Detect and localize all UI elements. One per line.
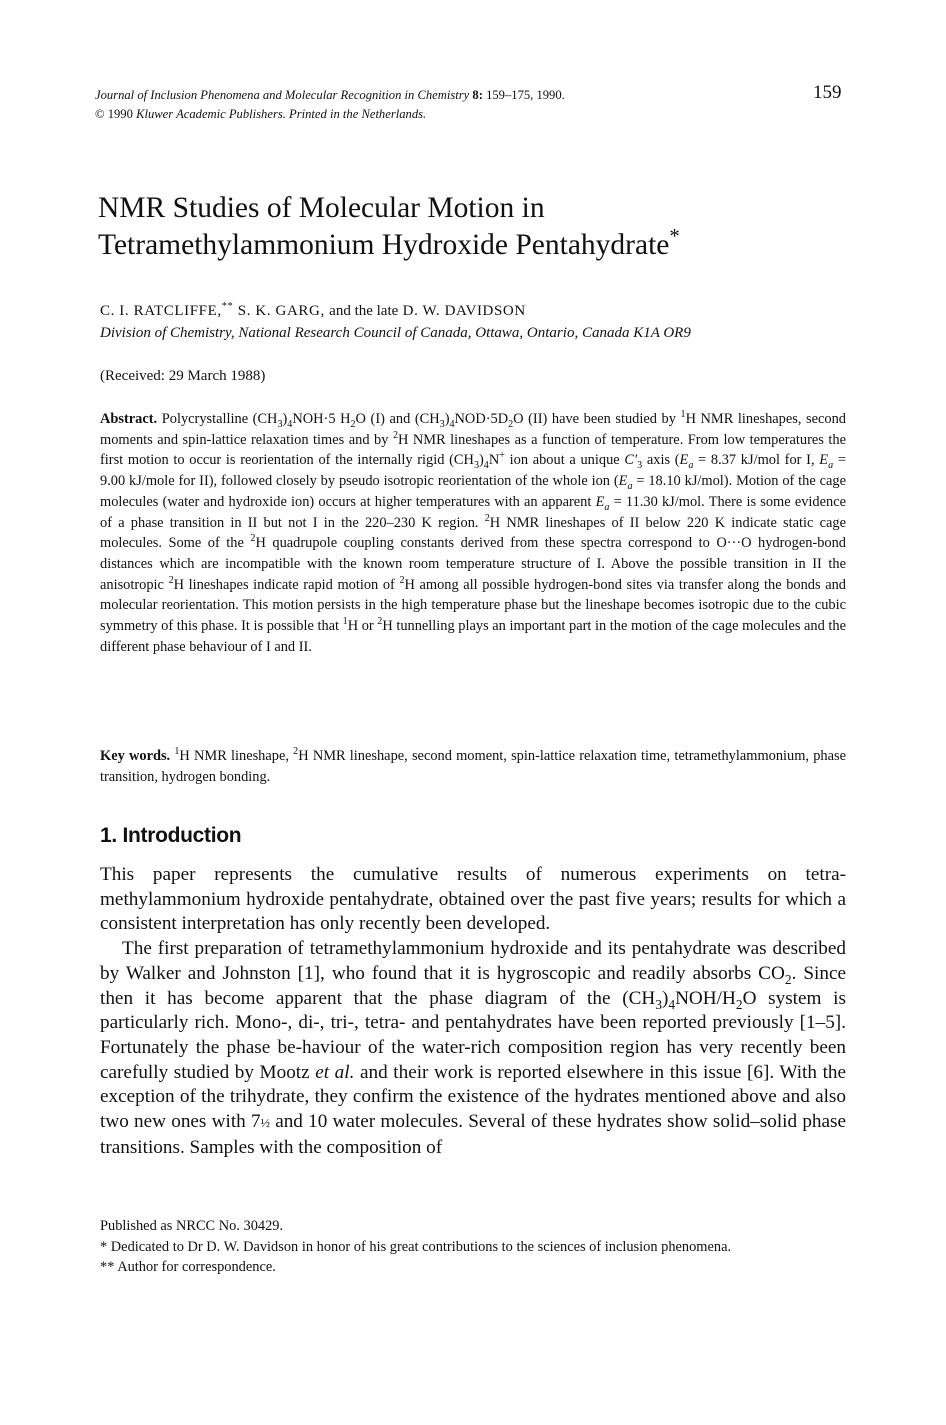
footnote-nrcc: Published as NRCC No. 30429. bbox=[100, 1218, 284, 1234]
author-davidson: D. W. DAVIDSON bbox=[402, 303, 526, 319]
journal-line bbox=[95, 86, 775, 105]
keywords-label: Key words. bbox=[100, 748, 171, 764]
author-connector: and the late bbox=[329, 303, 399, 319]
section-heading: 1. Introduction bbox=[100, 824, 242, 847]
journal-pages-year: 159–175, 1990. bbox=[486, 88, 565, 102]
printed-location: Printed in the Netherlands. bbox=[289, 107, 427, 121]
page-number: 159 bbox=[813, 82, 842, 103]
author-ratcliffe: C. I. RATCLIFFE, bbox=[100, 303, 222, 319]
journal-volume: 8: bbox=[472, 88, 483, 102]
title-line-2: Tetramethylammonium Hydroxide Pentahydrate bbox=[98, 229, 670, 261]
copyright-line bbox=[95, 105, 775, 124]
paper-title bbox=[98, 190, 878, 264]
footnote-dedication: * Dedicated to Dr D. W. Davidson in honor of his great contributions to the sciences of inclusion phenomena. bbox=[100, 1238, 732, 1255]
journal-citation bbox=[95, 86, 775, 124]
abstract: Abstract. Polycrystalline $(CH_3)_4NOH\cdot 5$ $H_2O$ (I) and $(CH_3)_4NOD\cdot 5D_2O$ (II) have been studied by $^1$H NMR lineshapes, second moments and spin-lattice relaxation times and by $^2$H NMR lineshapes as a function of temperature. From low temperatures the first motion to occur is reorientation of the internally rigid $(CH_3)_4N^+$ ion about a unique $C'_3$ axis ($E_a = 8.37$ kJ/mol for I, $E_a = 9.00$ kJ/mole for II), followed closely by pseudo isotropic reorientation of the whole ion ($E_a = 18.10$ kJ/mol). Motion of the cage molecules (water and hydroxide ion) occurs at higher temperatures with an apparent $E_a = 11.30$ kJ/mol. There is some evidence of a phase transition in II but not I in the 220–230 K region. $^2$H NMR lineshapes of II below 220 K indicate static cage molecules. Some of the $^2$H quadrupole coupling constants derived from these spectra correspond to O···O hydrogen-bond distances which are incompatible with the known room temperature structure of I. Above the possible transition in II the anisotropic $^2$H lineshapes indicate rapid motion of $^2$H among all possible hydrogen-bond sites via transfer along the bonds and molecular reorientation. This motion persists in the high temperature phase but the lineshape becomes isotropic due to the cubic symmetry of this phase. It is possible that $^1$H or $^2$H tunnelling plays an important part in the motion of the cage molecules and the different phase behaviour of I and II. bbox=[100, 409, 846, 655]
publisher: Kluwer Academic Publishers. bbox=[136, 107, 286, 121]
keywords: Key words. $^1$H NMR lineshape, $^2$H NMR lineshape, second moment, spin-lattice relaxation time, tetramethylammonium, phase transition, hydrogen bonding. bbox=[100, 746, 846, 785]
author-footnote-mark: ** bbox=[221, 301, 234, 312]
footnotes bbox=[100, 1216, 846, 1278]
author-garg: S. K. GARG, bbox=[237, 303, 325, 319]
paragraph-2: The first preparation of tetramethylammonium hydroxide and its pentahydrate was described by Walker and Johnston [1], who found that it is hygroscopic and readily absorbs $CO_2$. Since then it has become apparent that the phase diagram of the $(CH_3)_4NOH/H_2O$ system is particularly rich. Mono-, di-, tri-, tetra- and pentahydrates have been reported previously [1–5]. Fortunately the phase be-haviour of the water-rich composition region has very recently been carefully studied by Mootz et al. and their work is reported elsewhere in this issue [6]. With the exception of the trihydrate, they confirm the existence of the hydrates mentioned above and also two new ones with 7½ and 10 water molecules. Several of these hydrates show solid–solid phase transitions. Samples with the composition of bbox=[100, 938, 847, 1158]
abstract-label: Abstract. bbox=[100, 411, 158, 427]
received-date: (Received: 29 March 1988) bbox=[100, 368, 266, 384]
copyright: © 1990 bbox=[95, 107, 133, 121]
title-line-1: NMR Studies of Molecular Motion in bbox=[98, 192, 545, 224]
introduction-body bbox=[100, 863, 846, 1160]
title-footnote-mark: * bbox=[669, 226, 680, 249]
author-list bbox=[100, 300, 860, 322]
paragraph-1: This paper represents the cumulative results of numerous experiments on tetra-methylammonium hydroxide pentahydrate, obtained over the past five years; results for which a consistent interpretation has only recently been developed. bbox=[100, 864, 846, 935]
affiliation: Division of Chemistry, National Research Council of Canada, Ottawa, Ontario, Canada K1A OR9 bbox=[100, 325, 691, 341]
journal-name: Journal of Inclusion Phenomena and Molecular Recognition in Chemistry bbox=[95, 88, 470, 102]
footnote-correspondence: ** Author for correspondence. bbox=[100, 1259, 276, 1275]
